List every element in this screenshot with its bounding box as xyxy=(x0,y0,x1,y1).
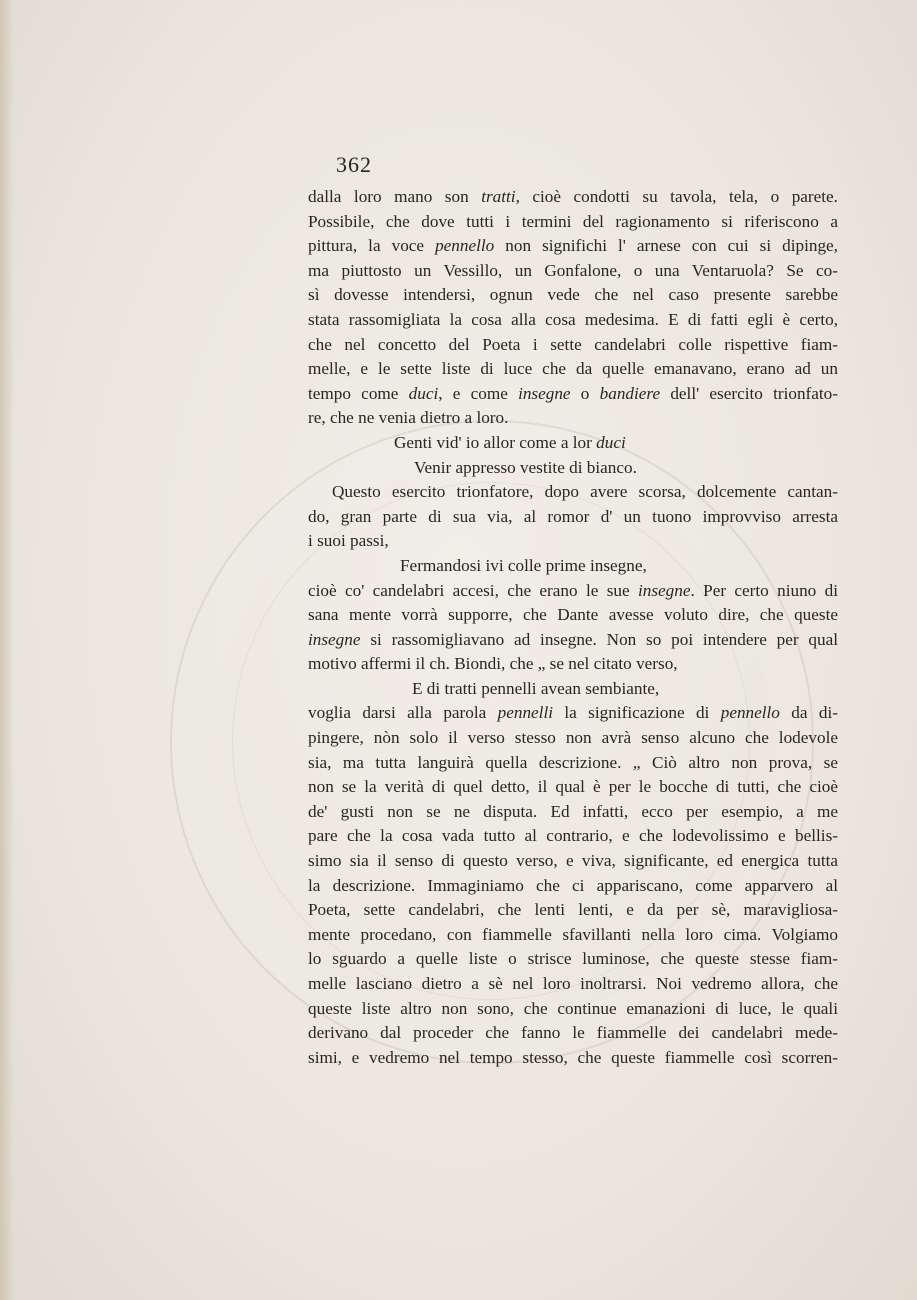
text-line xyxy=(308,751,838,776)
text-line xyxy=(308,283,838,308)
italic-term: insegne xyxy=(637,580,691,600)
text-segment: queste liste altro non sono, che continue emanazioni di luce, le quali xyxy=(308,998,838,1018)
text-segment: tempo come xyxy=(308,383,409,403)
text-line xyxy=(308,923,838,948)
text-segment: i suoi passi, xyxy=(308,531,389,551)
text-line xyxy=(308,333,838,358)
text-segment: dell' esercito trionfato- xyxy=(660,383,838,403)
text-line xyxy=(308,357,838,382)
text-line xyxy=(308,997,838,1022)
text-line xyxy=(308,259,838,284)
italic-term: pennelli xyxy=(497,703,554,723)
text-line xyxy=(308,210,838,235)
verse-line xyxy=(308,554,838,579)
text-line xyxy=(308,185,838,210)
text-line xyxy=(308,652,838,677)
text-line xyxy=(308,308,838,333)
text-segment: non se la verità di quel detto, il qual è per le bocche di tutti, che cioè xyxy=(308,777,838,797)
text-segment: , cioè condotti su tavola, tela, o parete. xyxy=(515,187,838,206)
text-line xyxy=(308,898,838,923)
body-text xyxy=(308,185,838,1070)
page-number: 362 xyxy=(336,152,372,177)
text-line xyxy=(308,1046,838,1071)
text-line xyxy=(308,972,838,997)
text-segment: Poeta, sette candelabri, che lenti lenti, e da per sè, maravigliosa- xyxy=(308,900,838,920)
text-line xyxy=(308,382,838,407)
text-segment: mente procedano, con fiammelle sfavillanti nella loro cima. Volgiamo xyxy=(308,924,838,944)
text-segment: ma piuttosto un Vessillo, un Gonfalone, o una Ventaruola? Se co- xyxy=(308,260,838,280)
text-segment: dalla loro mano son xyxy=(308,187,482,206)
verse-line xyxy=(308,456,838,481)
verse-line xyxy=(308,677,838,702)
page-edge-shadow xyxy=(0,0,14,1300)
text-segment: simo sia il senso di questo verso, e viva, significante, ed energica tutta xyxy=(308,851,838,871)
text-segment: Venir appresso vestite di bianco. xyxy=(414,457,637,477)
text-segment: pare che la cosa vada tutto al contrario, e che lodevolissimo e bellis- xyxy=(308,826,838,846)
text-segment: derivano dal proceder che fanno le fiammelle dei candelabri mede- xyxy=(308,1023,838,1043)
italic-term: pennello xyxy=(720,703,780,723)
text-segment: Fermandosi ivi colle prime insegne, xyxy=(400,555,647,575)
text-segment: do, gran parte di sua via, al romor d' un tuono improvviso arresta xyxy=(308,506,838,526)
text-line xyxy=(308,775,838,800)
text-line xyxy=(308,1021,838,1046)
verse-line xyxy=(308,431,838,456)
text-segment: , e come xyxy=(438,383,519,403)
text-segment: motivo affermi il ch. Biondi, che „ se nel citato verso, xyxy=(308,654,678,674)
text-segment: E di tratti pennelli avean sembiante, xyxy=(412,678,660,698)
text-line xyxy=(308,234,838,259)
text-segment: pingere, nòn solo il verso stesso non avrà senso alcuno che lodevole xyxy=(308,728,838,748)
text-segment: sì dovesse intendersi, ognun vede che nel caso presente sarebbe xyxy=(308,285,838,305)
text-line xyxy=(308,628,838,653)
text-segment: pittura, la voce xyxy=(308,236,436,256)
text-line xyxy=(308,579,838,604)
text-segment: o xyxy=(570,383,600,403)
text-line xyxy=(308,480,838,505)
text-line xyxy=(308,849,838,874)
text-segment: simi, e vedremo nel tempo stesso, che queste fiammelle così scorren- xyxy=(308,1047,838,1067)
text-segment: voglia darsi alla parola xyxy=(308,703,498,723)
text-line xyxy=(308,726,838,751)
text-segment: la significazione di xyxy=(553,703,721,723)
text-line xyxy=(308,603,838,628)
text-segment: da di- xyxy=(779,703,838,723)
italic-term: bandiere xyxy=(599,383,661,403)
text-segment: lo sguardo a quelle liste o strisce luminose, che queste stesse fiam- xyxy=(308,949,838,969)
text-line xyxy=(308,947,838,972)
text-segment: sana mente vorrà supporre, che Dante avesse voluto dire, che queste xyxy=(308,605,838,625)
text-segment: cioè co' candelabri accesi, che erano le sue xyxy=(308,580,638,600)
text-line xyxy=(308,800,838,825)
text-line xyxy=(308,874,838,899)
text-segment: de' gusti non se ne disputa. Ed infatti, ecco per esempio, a me xyxy=(308,801,838,821)
italic-term: pennello xyxy=(435,236,495,256)
text-segment: Questo esercito trionfatore, dopo avere scorsa, dolcemente cantan- xyxy=(332,482,838,502)
italic-term: duci xyxy=(408,383,439,403)
text-segment: la descrizione. Immaginiamo che ci appariscano, come apparvero al xyxy=(308,875,838,895)
text-segment: Genti vid' io allor come a lor xyxy=(394,432,597,452)
text-line xyxy=(308,701,838,726)
text-segment: re, che ne venia dietro a loro. xyxy=(308,408,509,428)
text-segment: Possibile, che dove tutti i termini del ragionamento si riferiscono a xyxy=(308,211,838,231)
text-segment: si rassomigliavano ad insegne. Non so poi intendere per qual xyxy=(360,629,838,649)
text-segment: . Per certo niuno di xyxy=(690,580,838,600)
text-segment: sia, ma tutta languirà quella descrizione. „ Ciò altro non prova, se xyxy=(308,752,838,772)
text-line xyxy=(308,505,838,530)
italic-term: tratti xyxy=(481,187,516,206)
text-line xyxy=(308,824,838,849)
text-segment: che nel concetto del Poeta i sette candelabri colle rispettive fiam- xyxy=(308,334,838,354)
text-segment: melle, e le sette liste di luce che da quelle emanavano, erano ad un xyxy=(308,359,838,379)
text-line xyxy=(308,406,838,431)
text-segment: stata rassomigliata la cosa alla cosa medesima. E di fatti egli è certo, xyxy=(308,309,838,329)
text-line xyxy=(308,529,838,554)
italic-term: insegne xyxy=(518,383,571,403)
text-segment: non significhi l' arnese con cui si dipinge, xyxy=(494,236,838,256)
text-segment: melle lasciano dietro a sè nel loro inoltrarsi. Noi vedremo allora, che xyxy=(308,974,838,993)
italic-term: duci xyxy=(596,432,626,452)
italic-term: insegne xyxy=(308,629,361,649)
